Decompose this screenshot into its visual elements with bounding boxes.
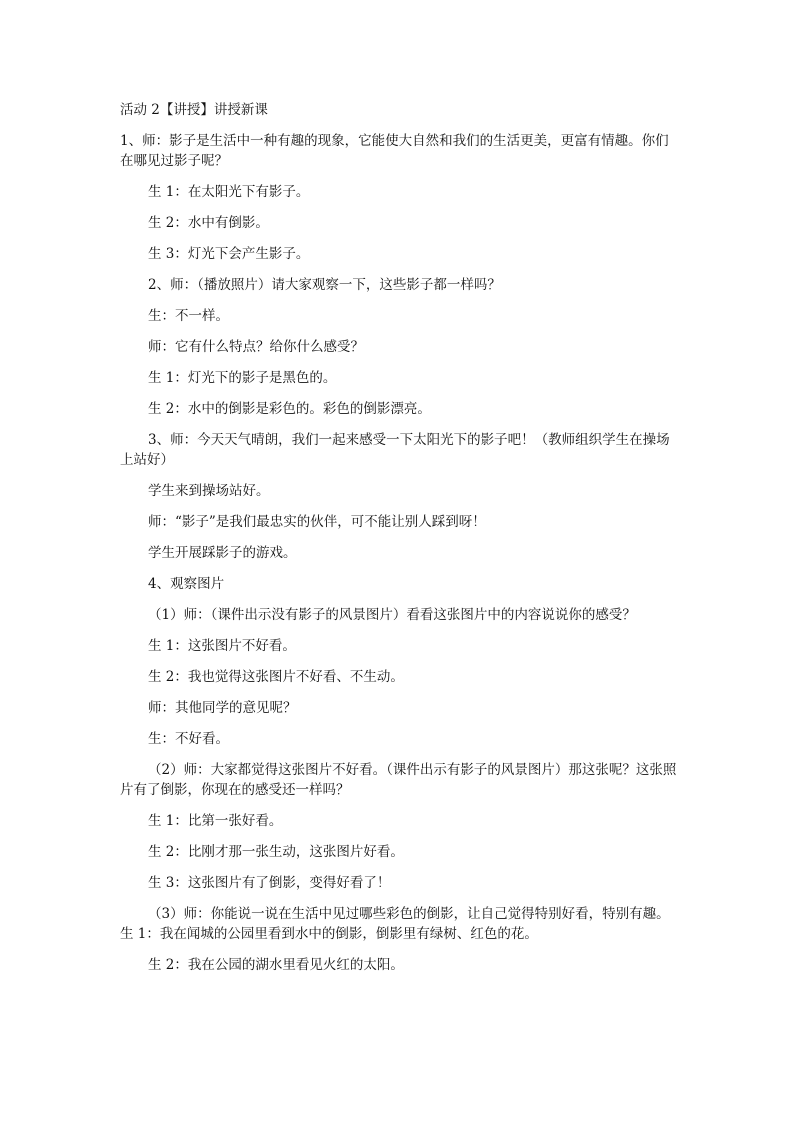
paragraph: （3）师：你能说一说在生活中见过哪些彩色的倒影，让自己觉得特别好看，特别有趣。 bbox=[148, 906, 670, 922]
paragraph: 生 1：我在闻城的公园里看到水中的倒影，倒影里有绿树、红色的花。 bbox=[120, 926, 538, 942]
paragraph: 生：不一样。 bbox=[148, 308, 229, 324]
paragraph: 4、观察图片 bbox=[148, 576, 225, 592]
paragraph: 1、师：影子是生活中一种有趣的现象，它能使大自然和我们的生活更美，更富有情趣。你们在哪见过影子呢？ bbox=[120, 133, 669, 169]
section-heading: 活动 2【讲授】讲授新课 bbox=[120, 102, 268, 118]
paragraph: 师：“影子”是我们最忠实的伙伴，可不能让别人踩到呀！ bbox=[148, 514, 486, 530]
paragraph: 生 2：比刚才那一张生动，这张图片好看。 bbox=[148, 844, 404, 860]
paragraph: 生 1：在太阳光下有影子。 bbox=[148, 184, 310, 200]
paragraph: 学生开展踩影子的游戏。 bbox=[148, 545, 297, 561]
paragraph: 3、师：今天天气晴朗，我们一起来感受一下太阳光下的影子吧！（教师组织学生在操场上站好） bbox=[120, 432, 670, 468]
paragraph: 师：它有什么特点？给你什么感受？ bbox=[148, 339, 364, 355]
paragraph: （2）师：大家都觉得这张图片不好看。（课件出示有影子的风景图片）那这张呢？这张照片有了倒影，你现在的感受还一样吗？ bbox=[120, 762, 677, 798]
paragraph: 生 1：灯光下的影子是黑色的。 bbox=[148, 370, 337, 386]
paragraph: 生 2：我也觉得这张图片不好看、不生动。 bbox=[148, 669, 404, 685]
paragraph: 学生来到操场站好。 bbox=[148, 483, 270, 499]
paragraph: 生 2：水中有倒影。 bbox=[148, 215, 269, 231]
paragraph: 生 3：灯光下会产生影子。 bbox=[148, 246, 310, 262]
paragraph: （1）师：（课件出示没有影子的风景图片）看看这张图片中的内容说说你的感受？ bbox=[148, 607, 636, 623]
paragraph: 生：不好看。 bbox=[148, 731, 229, 747]
paragraph: 生 1：这张图片不好看。 bbox=[148, 638, 296, 654]
document-body bbox=[120, 100, 680, 986]
paragraph: 生 1：比第一张好看。 bbox=[148, 813, 283, 829]
paragraph: 2、师：（播放照片）请大家观察一下，这些影子都一样吗？ bbox=[148, 277, 501, 293]
paragraph: 师：其他同学的意见呢？ bbox=[148, 700, 297, 716]
paragraph: 生 2：我在公园的湖水里看见火红的太阳。 bbox=[148, 957, 404, 973]
paragraph: 生 2：水中的倒影是彩色的。彩色的倒影漂亮。 bbox=[148, 401, 431, 417]
paragraph: 生 3：这张图片有了倒影，变得好看了！ bbox=[148, 875, 391, 891]
